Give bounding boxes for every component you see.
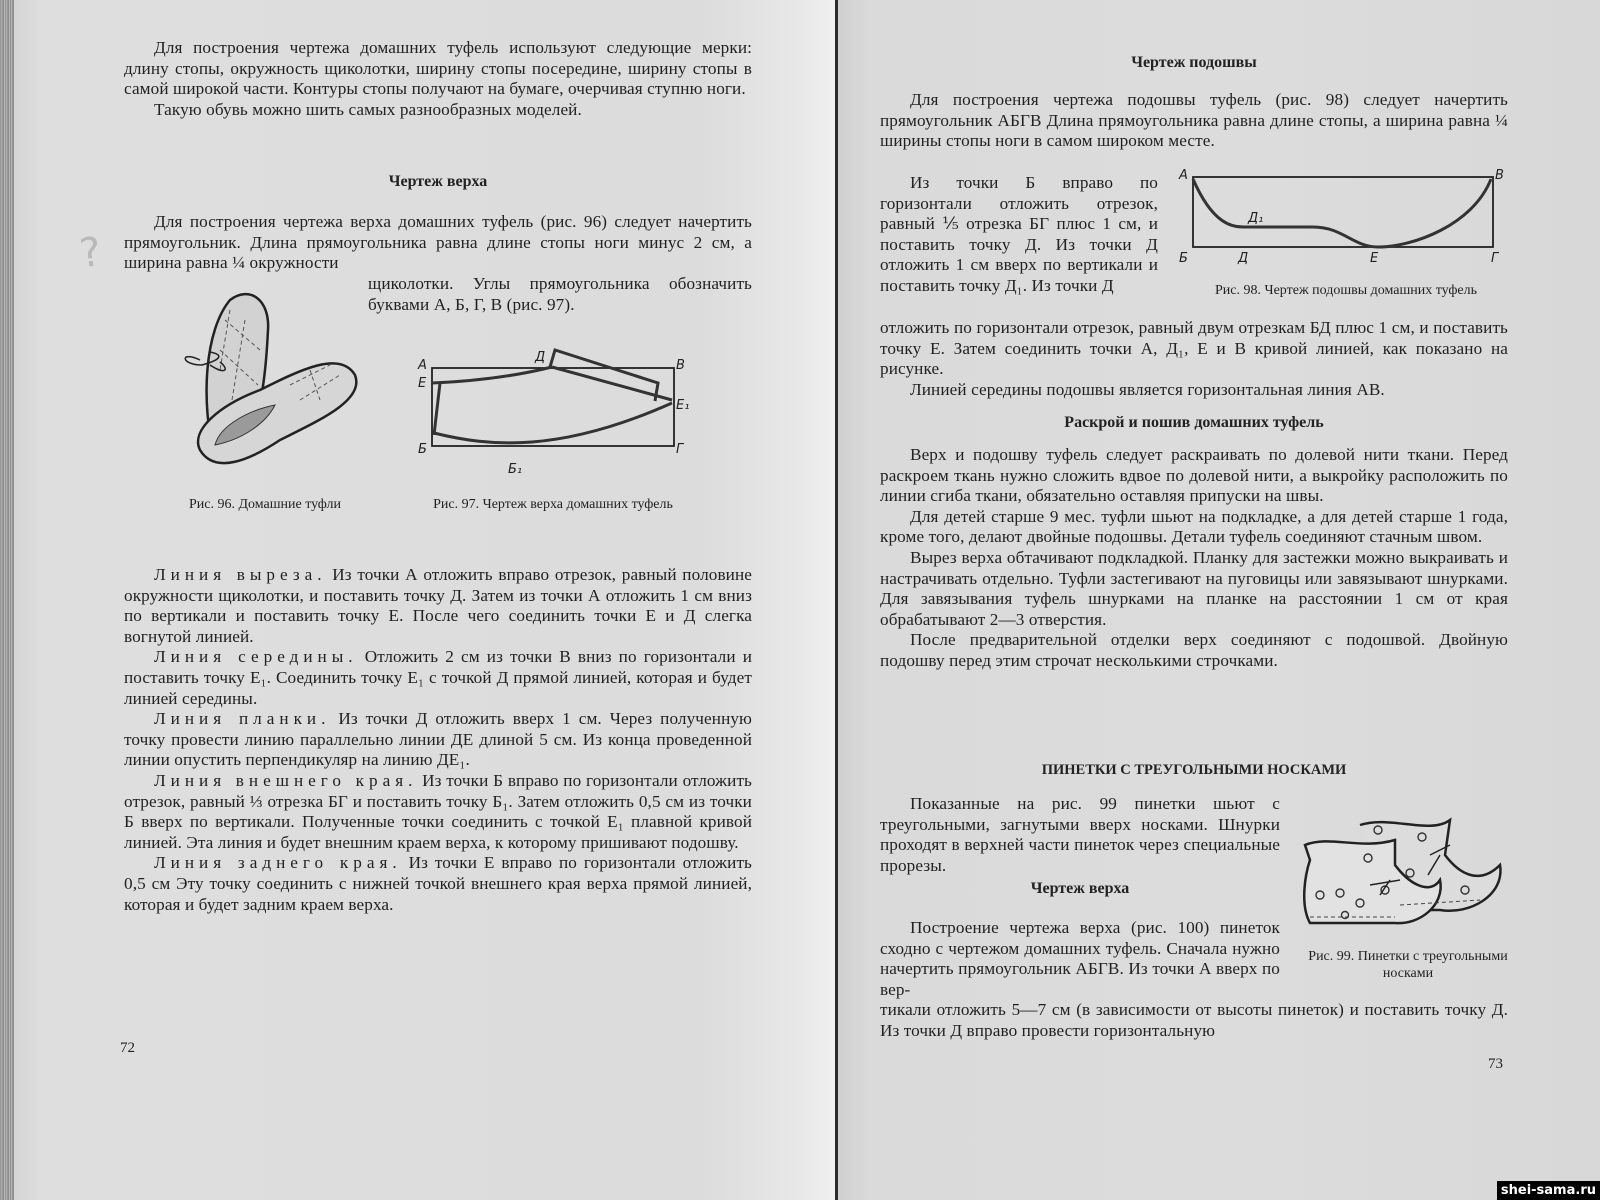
instruction-item	[124, 565, 752, 647]
page-number-right: 73	[1488, 1056, 1503, 1072]
fig97-label-e1: Е₁	[676, 398, 690, 413]
page-number-left: 72	[120, 1040, 135, 1056]
cutting-paragraph: После предварительной отделки верх соединяют с подошвой. Двойную подошву перед этим строчат несколькими строчками.	[880, 630, 1508, 670]
cutting-paragraph: Вырез верха обтачивают подкладкой. Планку для застежки можно выкраивать и настрачивать отдельно. Туфли застегивают на пуговицы или завязывают шнурками. Для завязывания туфель шнурками на планке на расстоянии 1 см от края обрабатывают 2—3 отверстия.	[880, 547, 1508, 629]
sole-para-1-text: Для построения чертежа подошвы туфель (рис. 98) следует начертить прямоугольник АБГВ Длина прямоугольника равна длине стопы, а ширина равна ¼ ширины стопы ноги в самом широком месте.	[880, 90, 1508, 151]
cutting-paragraphs	[880, 445, 1508, 672]
figure-96-slippers-illustration	[170, 290, 370, 475]
sole-para-2	[880, 173, 1158, 297]
instruction-item	[124, 647, 752, 709]
upper-drawing-para-cont-text: щиколотки. Углы прямоугольника обозначить буквами А, Б, Г, В (рис. 97).	[368, 274, 752, 314]
intro-paragraph: Такую обувь можно шить самых разнообразных моделей.	[154, 99, 582, 119]
fig98-label-g: Г	[1491, 251, 1499, 266]
booties-upper-para	[880, 918, 1280, 1000]
pencil-mark: ?	[76, 228, 105, 278]
instruction-item	[124, 853, 752, 915]
figure-97-upper-drawing	[410, 345, 700, 480]
figure-99-booties-illustration	[1300, 815, 1510, 935]
fig97-placket	[550, 350, 658, 401]
instruction-text: Из точки Б вправо по горизонтали отложить отрезок, равный ⅓ отрезка БГ и поставить точку Б₁. Затем отложить 0,5 см из точки Б вверх по вертикали. Полученные точки соединить с точкой Е₁ плавной кривой линией. Эта линия и будет внешним краем верха, к которому пришивают подошву.	[124, 770, 752, 852]
instruction-item	[124, 709, 752, 771]
figure-98-sole-drawing	[1173, 165, 1503, 265]
figure-97-caption: Рис. 97. Чертеж верха домашних туфель	[433, 497, 673, 512]
sole-para-2-cont	[880, 318, 1508, 400]
fig98-sole-curve	[1193, 179, 1491, 247]
fig97-label-b1: Б₁	[508, 462, 523, 477]
fig98-label-a: А	[1179, 168, 1188, 183]
booties-heading: ПИНЕТКИ С ТРЕУГОЛЬНЫМИ НОСКАМИ	[1041, 762, 1347, 778]
intro-text	[124, 38, 752, 120]
booties-upper-para-cont-text: тикали отложить 5—7 см (в зависимости от высоты пинеток) и поставить точку Д. Из точки Д вправо провести горизонтальную	[880, 1000, 1508, 1040]
fig97-back-edge	[434, 383, 440, 435]
sole-para-3-text: Линией середины подошвы является горизонтальная линия АВ.	[910, 379, 1385, 399]
fig98-label-b: Б	[1179, 251, 1188, 266]
fig98-rectangle	[1193, 177, 1493, 247]
figure-98-caption: Рис. 98. Чертеж подошвы домашних туфель	[1215, 283, 1477, 298]
fig97-neckline-curve	[432, 367, 552, 383]
instruction-term: Линия внешнего края.	[154, 770, 418, 790]
instruction-item	[124, 771, 752, 853]
instruction-text: Из точки Е вправо по горизонтали отложить 0,5 см Эту точку соединить с нижней точкой внешнего края верха прямой линией, которая и будет задним краем верха.	[124, 853, 752, 914]
fig97-outer-edge	[434, 403, 672, 443]
instruction-term: Линия середины.	[154, 647, 358, 667]
instruction-term: Линия выреза.	[154, 565, 327, 584]
sole-para-2-cont-text: отложить по горизонтали отрезок, равный двум отрезкам БД плюс 1 см, и поставить точку Е. Затем соединить точки А, Д₁, Е и В кривой линией, как показано на рисунке.	[880, 318, 1508, 379]
booties-upper-para-text: Построение чертежа верха (рис. 100) пинеток сходно с чертежом домашних туфель. Сначала нужно начертить прямоугольник АБГВ. Из точки А вверх по вер-	[880, 918, 1280, 999]
figure-96-caption: Рис. 96. Домашние туфли	[188, 497, 342, 512]
booties-subheading: Чертеж верха	[1030, 880, 1130, 897]
fig97-label-b: Б	[418, 442, 427, 457]
fig97-label-g: Г	[676, 442, 684, 457]
instruction-text: Отложить 2 см из точки В вниз по горизонтали и поставить точку Е₁. Соединить точку Е₁ с точкой Д прямой линией, которая и будет линией середины.	[124, 647, 752, 708]
cutting-heading: Раскрой и пошив домашних туфель	[1064, 414, 1324, 431]
fig98-label-e: Е	[1370, 251, 1379, 266]
figure-99-caption: Рис. 99. Пинетки с треугольными носками	[1308, 949, 1508, 981]
site-watermark: shei-sama.ru	[1497, 1181, 1600, 1200]
instruction-term: Линия планки.	[154, 709, 331, 729]
booties-upper-para-cont	[880, 1000, 1508, 1041]
fig97-label-a: А	[418, 358, 427, 373]
fig97-middle-line	[552, 367, 672, 400]
page-edge-stack	[0, 0, 14, 1200]
booties-para-text: Показанные на рис. 99 пинетки шьют с треугольными, загнутыми вверх носками. Шнурки проходят в верхней части пинеток через специальные прорезы.	[880, 794, 1280, 875]
fig97-label-d: Д	[535, 350, 546, 365]
sole-para-2-text: Из точки Б вправо по горизонтали отложить отрезок, равный ⅕ отрезка БГ плюс 1 см, и поставить точку Д. Из точки Д отложить 1 см вверх по вертикали и поставить точку Д₁. Из точки Д	[880, 173, 1158, 295]
cutting-paragraph: Для детей старше 9 мес. туфли шьют на подкладке, а для детей старше 1 года, кроме того, делают двойные подошвы. Детали туфель соединяют стачным швом.	[880, 506, 1508, 547]
intro-paragraph: Для построения чертежа домашних туфель используют следующие мерки: длину стопы, окружность щиколотки, ширину стопы посередине, ширину стопы в самой широкой части. Контуры стопы получают на бумаге, очерчивая ступню ноги.	[124, 38, 752, 99]
booties-para	[880, 794, 1280, 876]
cutting-paragraph: Верх и подошву туфель следует раскраивать по долевой нити ткани. Перед раскроем ткань нужно сложить вдвое по долевой нити, а выкройку расположить по линии сгиба ткани, обязательно оставляя припуски на швы.	[880, 445, 1508, 506]
upper-drawing-para-text: Для построения чертежа верха домашних туфель (рис. 96) следует начертить прямоугольник. Длина прямоугольника равна длине стопы ноги минус 2 см, а ширина равна ¼ окружности	[124, 212, 752, 273]
instruction-term: Линия заднего края.	[154, 853, 402, 873]
section-heading-upper: Чертеж верха	[388, 173, 488, 190]
fig97-label-e: Е	[418, 376, 427, 391]
sole-heading: Чертеж подошвы	[1131, 54, 1257, 71]
fig98-label-d1: Д₁	[1248, 211, 1264, 226]
fig98-label-v: В	[1495, 168, 1504, 183]
instruction-text: Из точки А отложить вправо отрезок, равный половине окружности щиколотки, и поставить точку Д. Затем из точки А отложить 1 см вниз по вертикали и поставить точку Е. После чего соединить точки Е и Д слегка вогнутой линией.	[124, 565, 752, 646]
instructions-list	[124, 565, 752, 915]
fig97-label-v: В	[676, 358, 685, 373]
fig98-label-d: Д	[1238, 251, 1249, 266]
right-page	[838, 0, 1600, 1200]
upper-drawing-para	[124, 212, 752, 274]
upper-drawing-para-cont	[368, 274, 752, 315]
sole-para-1	[880, 90, 1508, 152]
instruction-text: Из точки Д отложить вверх 1 см. Через полученную точку провести линию параллельно линии ДЕ длиной 5 см. Из конца проведенной линии опустить перпендикуляр на линию ДЕ₁.	[124, 709, 752, 770]
